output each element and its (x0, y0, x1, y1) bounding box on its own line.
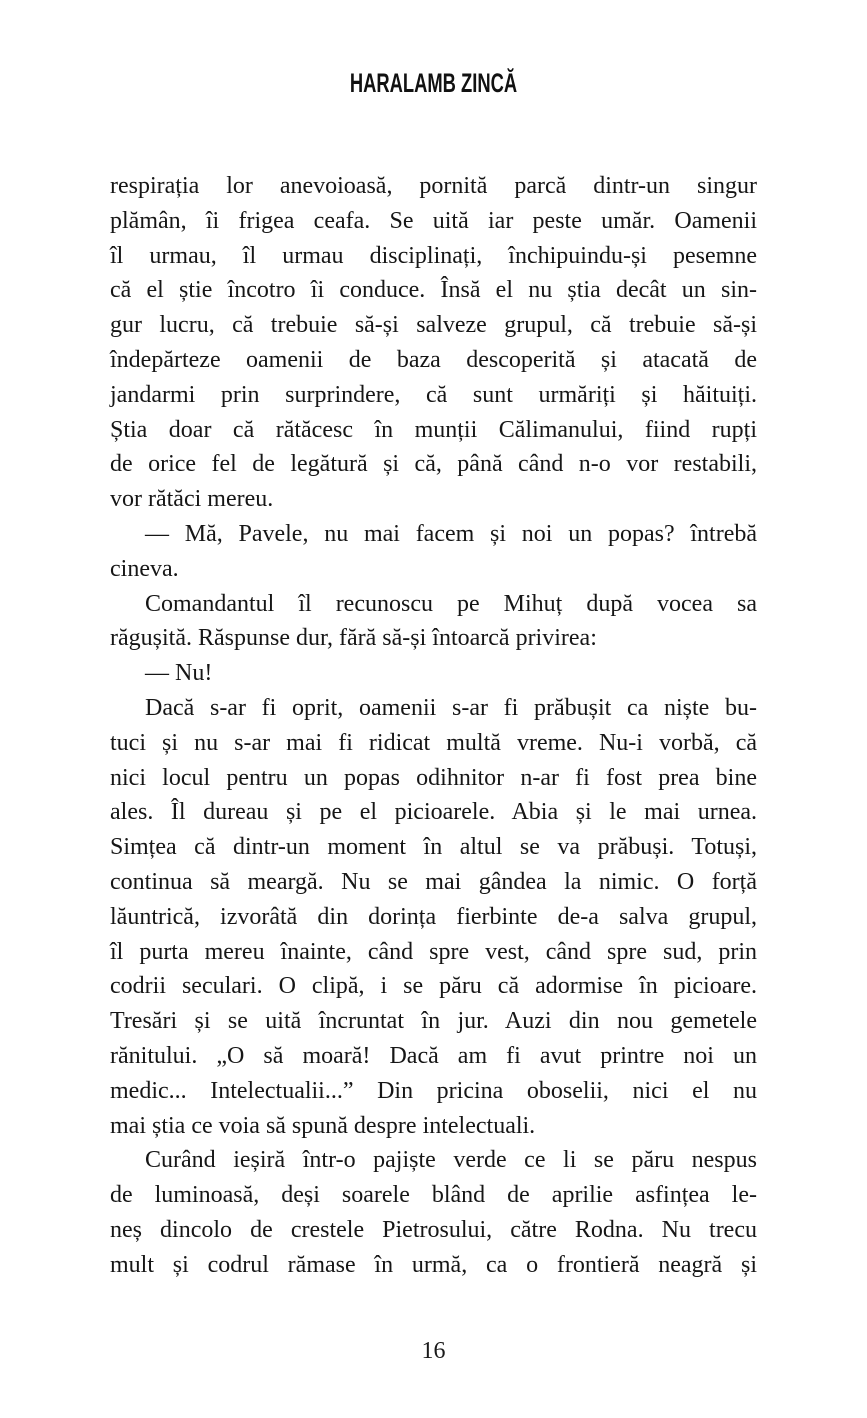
text-line: mai știa ce voia să spună despre intelectuali. (110, 1112, 536, 1139)
text-line: neș dincolo de crestele Pietrosului, către Rodna. Nu trecu (110, 1216, 757, 1243)
text-line: rănitului. „O să moară! Dacă am fi avut printre noi un (110, 1042, 757, 1069)
text-line: respirația lor anevoioasă, pornită parcă dintr-un singur (110, 173, 757, 199)
text-line: Dacă s-ar fi oprit, oamenii s-ar fi prăbușit ca niște bu- (145, 694, 757, 721)
text-line: răgușită. Răspunse dur, fără să-și întoarcă privirea: (110, 625, 597, 652)
page-number: 16 (421, 1338, 446, 1364)
text-line: Știa doar că rătăcesc în munții Călimanului, fiind rupți (110, 416, 757, 443)
text-line: codrii seculari. O clipă, i se păru că adormise în picioare. (110, 973, 757, 1000)
text-line: Comandantul îl recunoscu pe Mihuț după vocea sa (145, 590, 757, 617)
text-line: îndepărteze oamenii de baza descoperită și atacată de (110, 346, 757, 373)
text-line: cineva. (110, 555, 179, 582)
text-line: — Nu! (145, 660, 213, 687)
text-line: tuci și nu s-ar mai fi ridicat multă vreme. Nu-i vorbă, că (110, 729, 757, 756)
text-line: Curând ieșiră într-o pajiște verde ce li se păru nespus (145, 1147, 757, 1174)
text-line: îl purta mereu înainte, când spre vest, când spre sud, prin (110, 938, 757, 965)
text-line: Simțea că dintr-un moment în altul se va prăbuși. Totuși, (110, 834, 757, 861)
text-line: — Mă, Pavele, nu mai facem și noi un popas? întrebă (145, 520, 757, 547)
text-line: plămân, îi frigea ceafa. Se uită iar peste umăr. Oamenii (110, 207, 757, 234)
running-header-author: HARALAMB ZINCĂ (349, 68, 518, 98)
text-line: de luminoasă, deși soarele blând de aprilie asfințea le- (110, 1182, 757, 1209)
text-line: îl urmau, îl urmau disciplinați, închipuindu-și pesemne (110, 242, 757, 269)
text-line: de orice fel de legătură și că, până când n-o vor restabili, (110, 451, 757, 478)
page-text (110, 169, 757, 1283)
text-line: lăuntrică, izvorâtă din dorința fierbinte de-a salva grupul, (110, 903, 757, 930)
text-line: medic... Intelectualii...” Din pricina oboselii, nici el nu (110, 1077, 757, 1104)
text-line: mult și codrul rămase în urmă, ca o frontieră neagră și (110, 1251, 757, 1278)
text-line: jandarmi prin surprindere, că sunt urmăriți și hăituiți. (110, 381, 757, 408)
text-line: ales. Îl dureau și pe el picioarele. Abia și le mai urnea. (110, 799, 757, 826)
text-line: vor rătăci mereu. (110, 486, 274, 513)
text-line: Tresări și se uită încruntat în jur. Auzi din nou gemetele (110, 1008, 757, 1035)
text-line: continua să meargă. Nu se mai gândea la nimic. O forță (110, 868, 757, 895)
text-line: nici locul pentru un popas odihnitor n-ar fi fost prea bine (110, 764, 757, 791)
text-line: gur lucru, că trebuie să-și salveze grupul, că trebuie să-și (110, 312, 757, 339)
text-line: că el știe încotro îi conduce. Însă el nu știa decât un sin- (110, 277, 757, 304)
